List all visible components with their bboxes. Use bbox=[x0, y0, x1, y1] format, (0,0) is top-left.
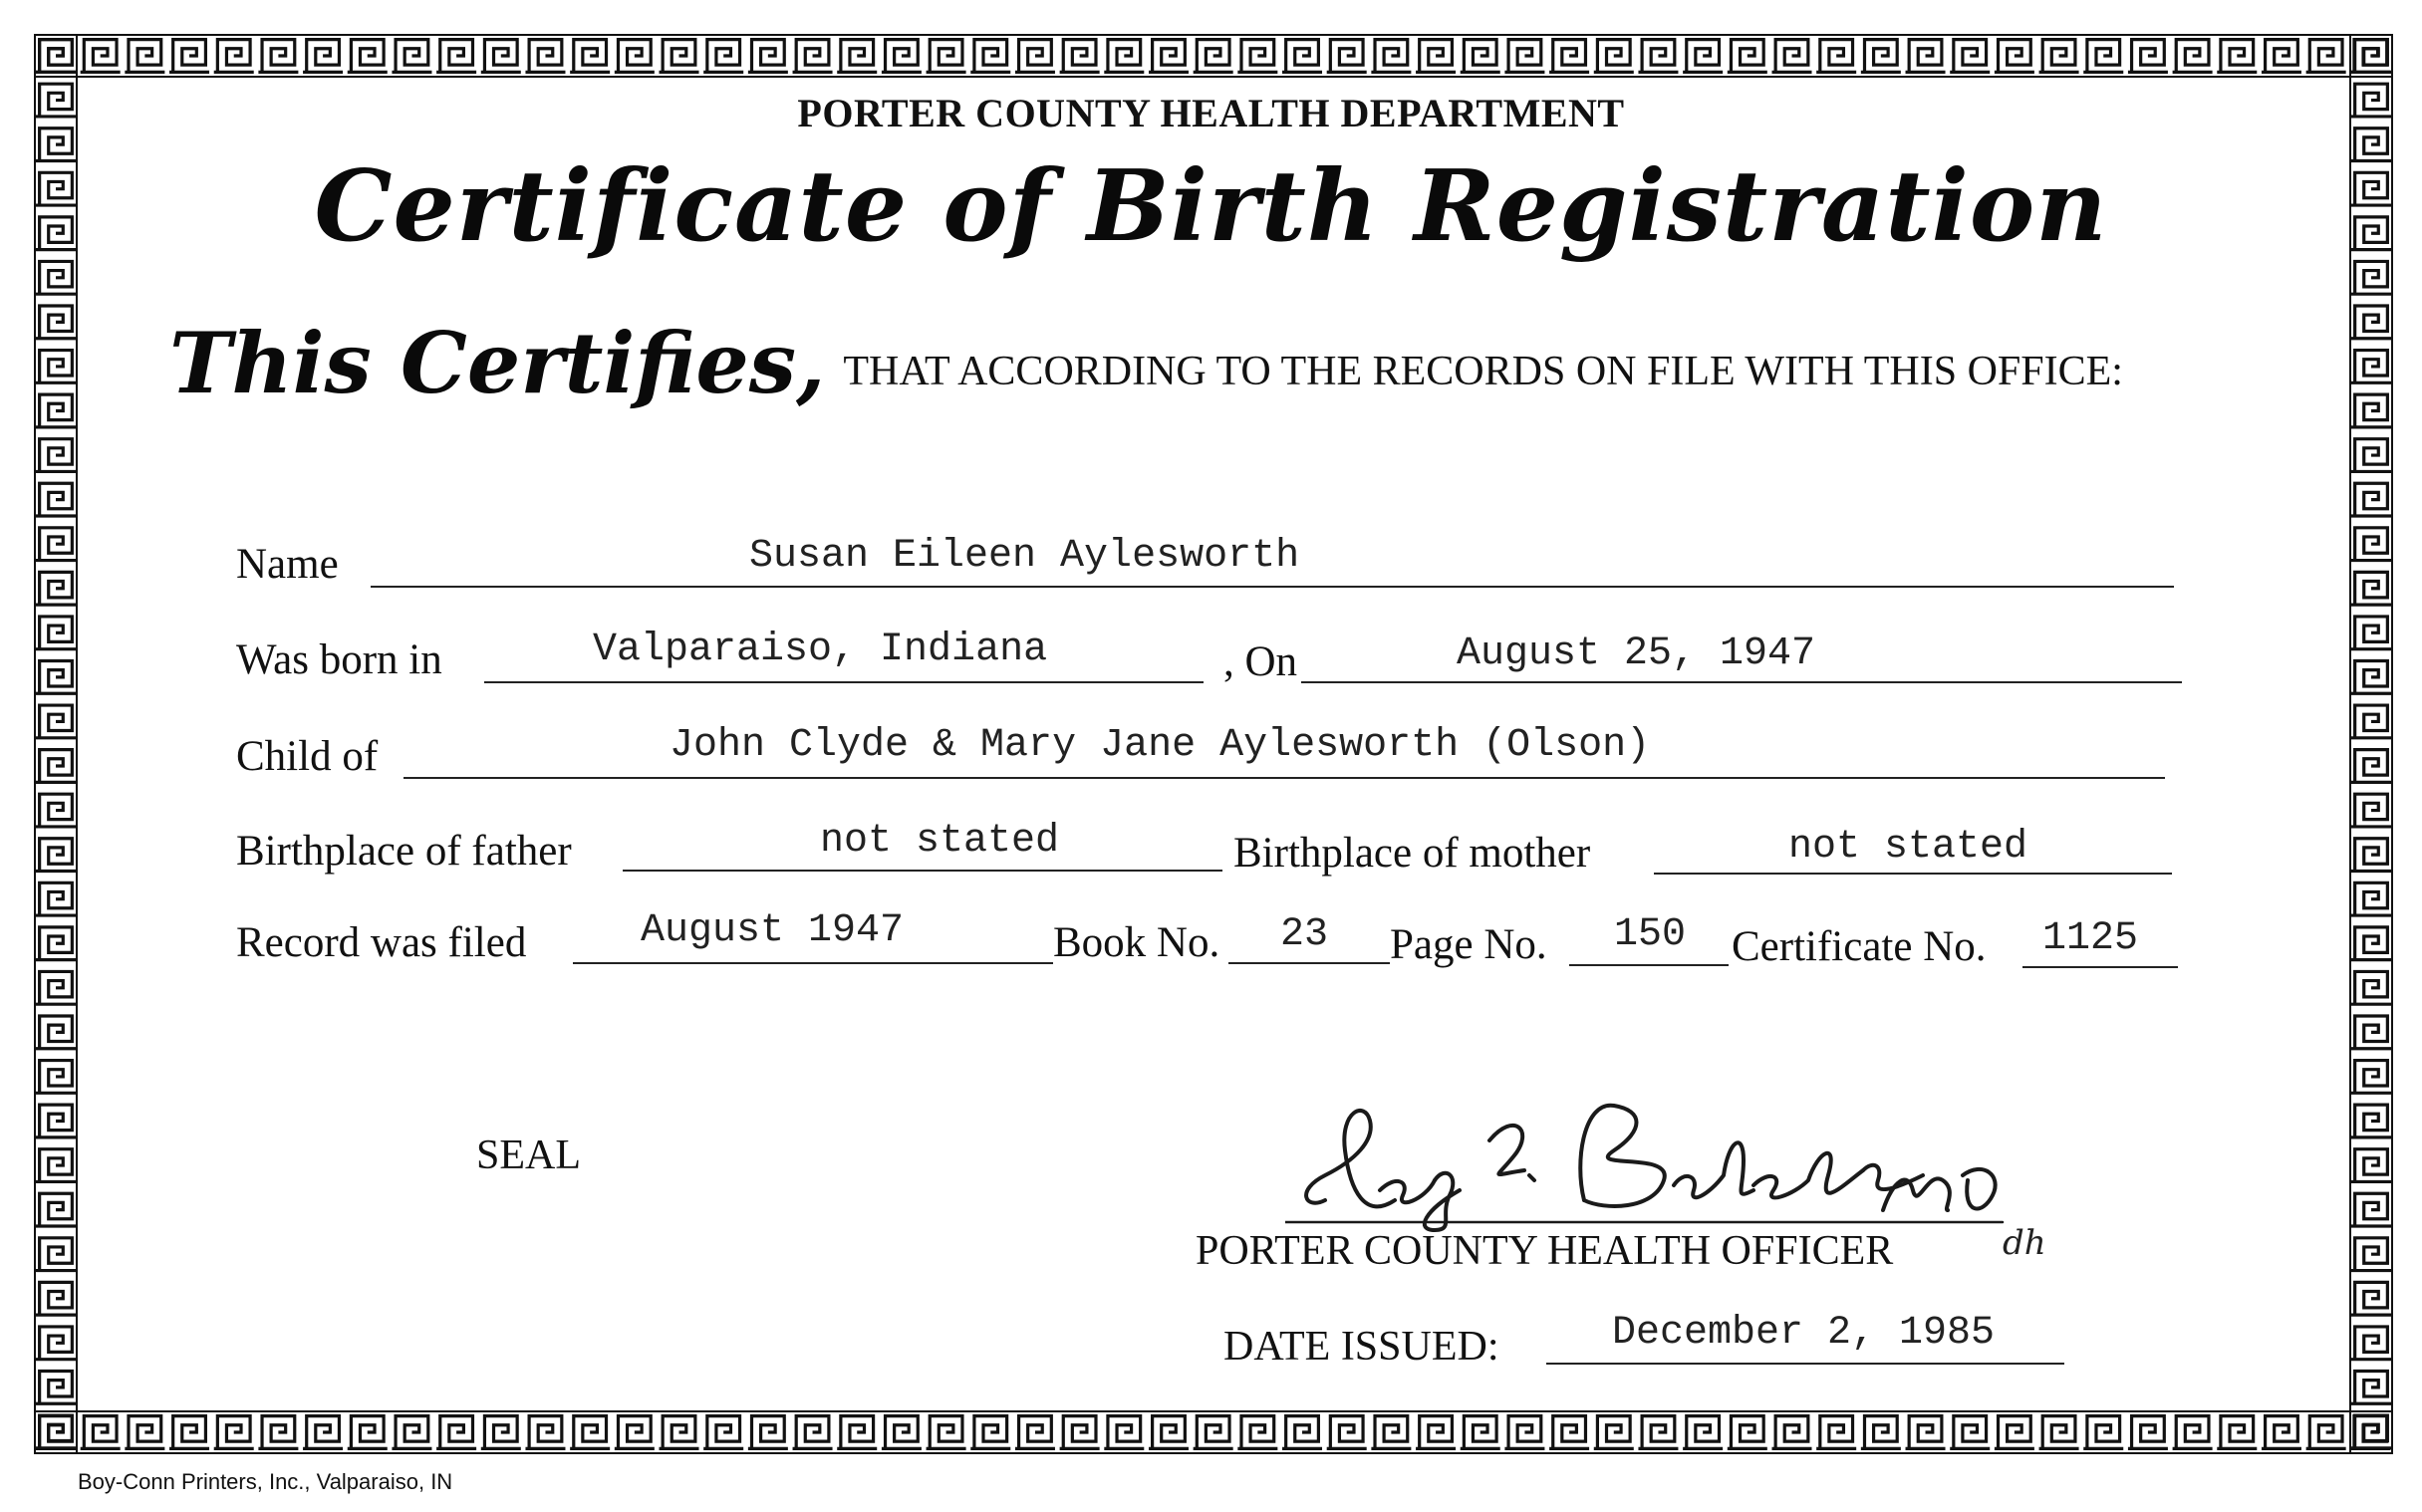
handwritten-signature bbox=[1285, 1081, 2022, 1240]
greek-key-border-bottom bbox=[34, 1410, 2393, 1454]
certificate-no-line bbox=[2022, 966, 2178, 968]
born-label: Was born in bbox=[236, 636, 442, 683]
page-no-line bbox=[1569, 964, 1729, 966]
child-line bbox=[404, 777, 2165, 779]
father-birthplace-label: Birthplace of father bbox=[236, 828, 572, 875]
child-value: John Clyde & Mary Jane Aylesworth (Olson) bbox=[670, 723, 1651, 768]
name-label: Name bbox=[236, 541, 339, 588]
health-officer-label: PORTER COUNTY HEALTH OFFICER bbox=[1196, 1228, 1894, 1274]
date-issued-value: December 2, 1985 bbox=[1612, 1311, 1996, 1356]
mother-birthplace-line bbox=[1654, 873, 2172, 875]
on-value: August 25, 1947 bbox=[1457, 631, 1816, 676]
mother-birthplace-label: Birthplace of mother bbox=[1233, 830, 1591, 877]
child-label: Child of bbox=[236, 733, 379, 780]
seal-label: SEAL bbox=[476, 1133, 581, 1178]
certificate-title: Certificate of Birth Registration bbox=[314, 149, 2108, 264]
record-filed-line bbox=[573, 962, 1053, 964]
according-text: THAT ACCORDING TO THE RECORDS ON FILE WITH THIS OFFICE: bbox=[843, 349, 2123, 394]
page-no-label: Page No. bbox=[1390, 921, 1547, 968]
name-value: Susan Eileen Aylesworth bbox=[749, 534, 1300, 579]
book-no-label: Book No. bbox=[1053, 919, 1220, 966]
name-line bbox=[371, 586, 2174, 588]
certifies-heading: This Certifies, bbox=[169, 314, 826, 412]
on-label: , On bbox=[1223, 638, 1298, 685]
page-no-value: 150 bbox=[1614, 912, 1687, 957]
born-line bbox=[484, 681, 1204, 683]
department-heading: PORTER COUNTY HEALTH DEPARTMENT bbox=[797, 91, 1625, 135]
certificate-no-value: 1125 bbox=[2042, 916, 2139, 961]
mother-birthplace-value: not stated bbox=[1788, 825, 2028, 870]
record-filed-label: Record was filed bbox=[236, 919, 527, 966]
father-birthplace-value: not stated bbox=[820, 819, 1060, 864]
father-birthplace-line bbox=[623, 870, 1222, 872]
date-issued-line bbox=[1546, 1363, 2064, 1365]
certifies-row bbox=[169, 314, 2123, 412]
greek-key-border-top bbox=[34, 34, 2393, 78]
book-no-value: 23 bbox=[1280, 912, 1329, 957]
on-line bbox=[1301, 681, 2182, 683]
certificate-no-label: Certificate No. bbox=[1732, 923, 1987, 970]
date-issued-label: DATE ISSUED: bbox=[1223, 1324, 1499, 1370]
born-value: Valparaiso, Indiana bbox=[593, 628, 1048, 672]
book-no-line bbox=[1228, 962, 1390, 964]
printer-credit: Boy-Conn Printers, Inc., Valparaiso, IN bbox=[78, 1469, 453, 1494]
record-filed-value: August 1947 bbox=[641, 908, 905, 953]
officer-initials: dh bbox=[2003, 1223, 2046, 1263]
